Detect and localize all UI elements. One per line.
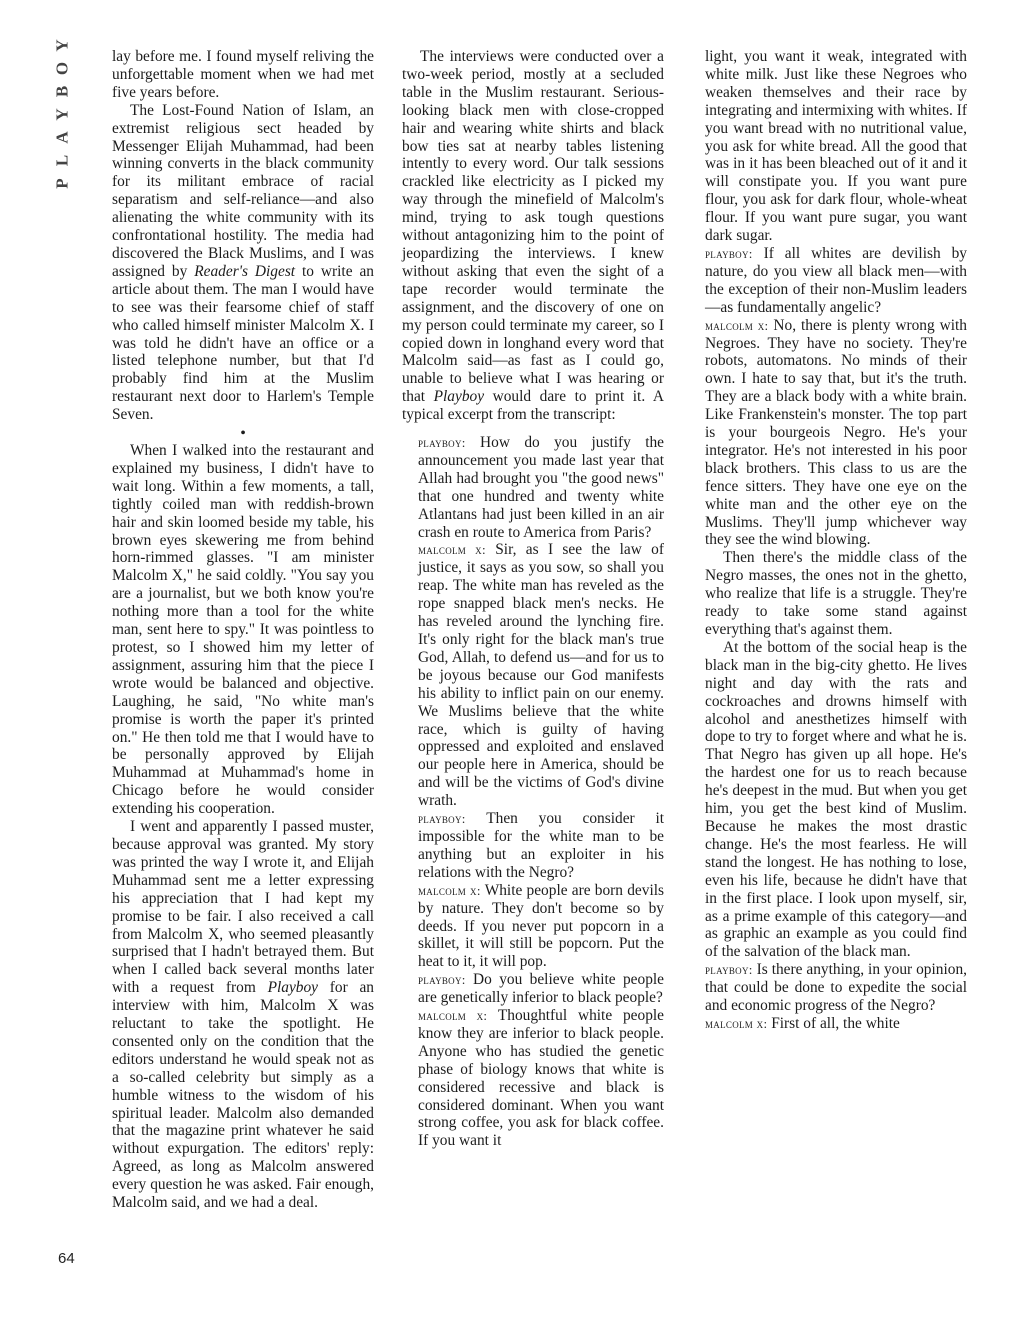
masthead-letter: Y xyxy=(52,39,72,52)
text-run: would dare to print it. A typical excerpt from the transcript: xyxy=(402,388,664,424)
text-run: If all whites are devilish by nature, do you view all black men—with the exception of their non-Muslim leaders—as fundamentally angelic? xyxy=(705,244,967,316)
column-1 xyxy=(112,48,374,1212)
speaker-label: playboy: xyxy=(418,972,466,988)
interview-answer xyxy=(402,541,664,810)
speaker-label: playboy: xyxy=(705,245,753,261)
text-run: The Lost-Found Nation of Islam, an extremist religious sect headed by Messenger Elijah Muhammad, had been winning converts in the black community for its militant embrace of racial separatism and self-reliance—and also alienating the white community with its confrontational hostility. The media had discovered the Black Muslims, and I was assigned by xyxy=(112,101,374,280)
paragraph xyxy=(402,48,664,424)
speaker-label: malcolm x: xyxy=(418,1008,488,1024)
speaker-label: malcolm x: xyxy=(418,542,486,558)
speaker-label: playboy: xyxy=(418,811,466,827)
paragraph: Then there's the middle class of the Negro masses, the ones not in the ghetto, who realize that life is a struggle. They're ready to take some stand against everything that's against them. xyxy=(705,549,967,638)
paragraph: lay before me. I found myself reliving the unforgettable moment when we had met five years before. xyxy=(112,48,374,101)
interview-answer xyxy=(705,317,967,550)
masthead-letter: B xyxy=(52,85,72,98)
text-run: No, there is plenty wrong with Negroes. They have no society. They're robots, automatons. No minds of their own. I hate to say that, but it's the truth. They are a black body with a white brain. Like Frankenstein's monster. The top part is your bourgeois Negro. He's your integrator. He's not interested in his poor black brothers. This class to us are the fence sitters. They have one eye on the white man and the other eye on the Muslims. They'll jump whichever way they see the wind blowing. xyxy=(705,316,967,549)
interview-answer xyxy=(705,1015,967,1033)
text-run: to write an article about them. The man I would have to see was their fearsome chief of staff who called himself minister Malcolm X. I was told he didn't have an office or a listed telephone number, but that I'd probably find him at the Muslim restaurant next door to Harlem's Temple Seven. xyxy=(112,262,374,424)
speaker-label: malcolm x: xyxy=(705,317,769,333)
speaker-label: playboy: xyxy=(705,962,753,978)
speaker-label: malcolm x: xyxy=(705,1015,768,1031)
speaker-label: malcolm x: xyxy=(418,882,481,898)
italic-title: Reader's Digest xyxy=(194,262,296,280)
interview-question xyxy=(402,971,664,1007)
interview-question xyxy=(705,245,967,317)
masthead-letter: L xyxy=(52,154,72,167)
interview-question xyxy=(402,434,664,541)
text-run: for an interview with him, Malcolm X was reluctant to take the spotlight. He consented only on the condition that the editors understand he would speak not as a so-called celebrity but simply as a humble witness to the wisdom of his spiritual leader. Malcolm also demanded that the magazine print whatever he said without expurgation. The editors' reply: Agreed, as long as Malcolm answered every question he was asked. Fair enough, Malcolm said, and we had a deal. xyxy=(112,979,374,1212)
text-run: First of all, the white xyxy=(767,1014,900,1032)
paragraph: When I walked into the restaurant and explained my business, I didn't have to wait long. Within a few moments, a tall, tightly coiled man with reddish-brown hair and skin loomed beside my table, his brown eyes skewering me from behind horn-rimmed glasses. "I am minister Malcolm X," he said coldly. "You say you are a journalist, but we both know you're nothing more than a tool for the white man, sent here to spy." It was pointless to protest, so I showed him my letter of assignment, assuring him that the piece I wrote would be balanced and objective. Laughing, he said, "No white man's promise is worth the paper it's printed on." He then told me that I would have to be personally approved by Elijah Muhammad at Muhammad's home in Chicago before he would consider extending his cooperation. xyxy=(112,442,374,818)
italic-title: Playboy xyxy=(433,388,485,406)
masthead-letter: A xyxy=(52,131,72,144)
text-run: The interviews were conducted over a two-week period, mostly at a secluded table in the Muslim restaurant. Serious-looking black men with close-cropped hair and wearing white shirts and black bow ties sat at nearby tables listening intently to every word. Our talk sessions crackled like electricity as I picked my way through the minefield of Malcolm's mind, trying to ask tough questions without antagonizing him to the point of jeopardizing the interviews. I knew without asking that even the sight of a tape recorder would terminate the assignment, and the discovery of one on my person could terminate my career, so I copied down in longhand every word that Malcolm said—as fast as I could go, unable to believe what I was hearing or that xyxy=(402,48,664,406)
interview-answer xyxy=(402,882,664,972)
text-run: How do you justify the announcement you made last year that Allah had brought you "the good news" that one hundred and twenty white Atlantans had just been killed in an air crash en route to America from Paris? xyxy=(418,434,664,541)
italic-title: Playboy xyxy=(267,979,319,997)
masthead-letter: P xyxy=(52,178,72,189)
paragraph: At the bottom of the social heap is the black man in the big-city ghetto. He lives night and day with the rats and cockroaches and drowns himself with alcohol and anesthetizes himself with dope to try to forget where and what he is. That Negro has given up all hope. He's the hardest one for us to reach because he's deepest in the mud. But when you get him, you get the best kind of Muslim. Because he makes the most drastic change. He's the most fearless. He will stand the longest. He has nothing to lose, even his life, because he didn't have that in the first place. I look upon myself, sir, as a prime example of this category—and as graphic an example as you could find of the salvation of the black man. xyxy=(705,638,967,961)
text-run: Then you consider it impossible for the white man to be anything but an exploiter in his relations with the Negro? xyxy=(418,810,664,881)
text-run: White people are born devils by nature. They don't become so by deeds. If you never put popcorn in a skillet, it will still be popcorn. Put the heat to it, it will pop. xyxy=(418,881,664,971)
interview-answer xyxy=(402,1007,664,1150)
column-3 xyxy=(705,48,967,1033)
masthead-letter: O xyxy=(52,61,72,76)
speaker-label: playboy: xyxy=(418,435,466,451)
text-run: Do you believe white people are genetically inferior to black people? xyxy=(418,971,664,1007)
column-2 xyxy=(402,48,664,1150)
text-run: Sir, as I see the law of justice, it says as you sow, so shall you reap. The white man has reveled as the rope snapped black men's necks. He has reveled around the lynching fire. It's only right for the black man's true God, Allah, to defend us—and for us to be joyous because our God manifests his ability to inflict pain on our enemy. We Muslims believe that the white race, which is guilty of having oppressed and exploited and enslaved our people here in America, should be and will be the victims of God's divine wrath. xyxy=(418,541,664,810)
interview-question xyxy=(402,810,664,882)
text-run: Thoughtful white people know they are inferior to black people. Anyone who has studied the genetic phase of biology knows that white is considered recessive and black is considered dominant. When you want strong coffee, you ask for black coffee. If you want it xyxy=(418,1007,664,1150)
paragraph xyxy=(112,102,374,424)
text-run: I went and apparently I passed muster, because approval was granted. My story was printed the way I wrote it, and Elijah Muhammad sent me a letter expressing his appreciation that I had kept my promise to be fair. I also received a call from Malcolm X, who seemed pleasantly surprised that I hadn't betrayed them. But when I called back several months later with a request from xyxy=(112,818,374,997)
masthead-letter: Y xyxy=(52,108,72,121)
section-bullet: • xyxy=(240,425,246,443)
paragraph xyxy=(112,818,374,1212)
page-number: 64 xyxy=(58,1250,75,1267)
masthead-playboy xyxy=(50,34,74,194)
text-run: Is there anything, in your opinion, that could be done to expedite the social and economic progress of the Negro? xyxy=(705,961,967,1015)
paragraph: light, you want it weak, integrated with white milk. Just like these Negroes who weaken themselves and their race by integrating and intermixing with whites. If you want bread with no nutritional value, you ask for white bread. All the good that was in it has been bleached out of it and it will constipate you. If you want pure flour, you ask for dark flour, whole-wheat flour. If you want pure sugar, you want dark sugar. xyxy=(705,48,967,245)
interview-question xyxy=(705,961,967,1015)
